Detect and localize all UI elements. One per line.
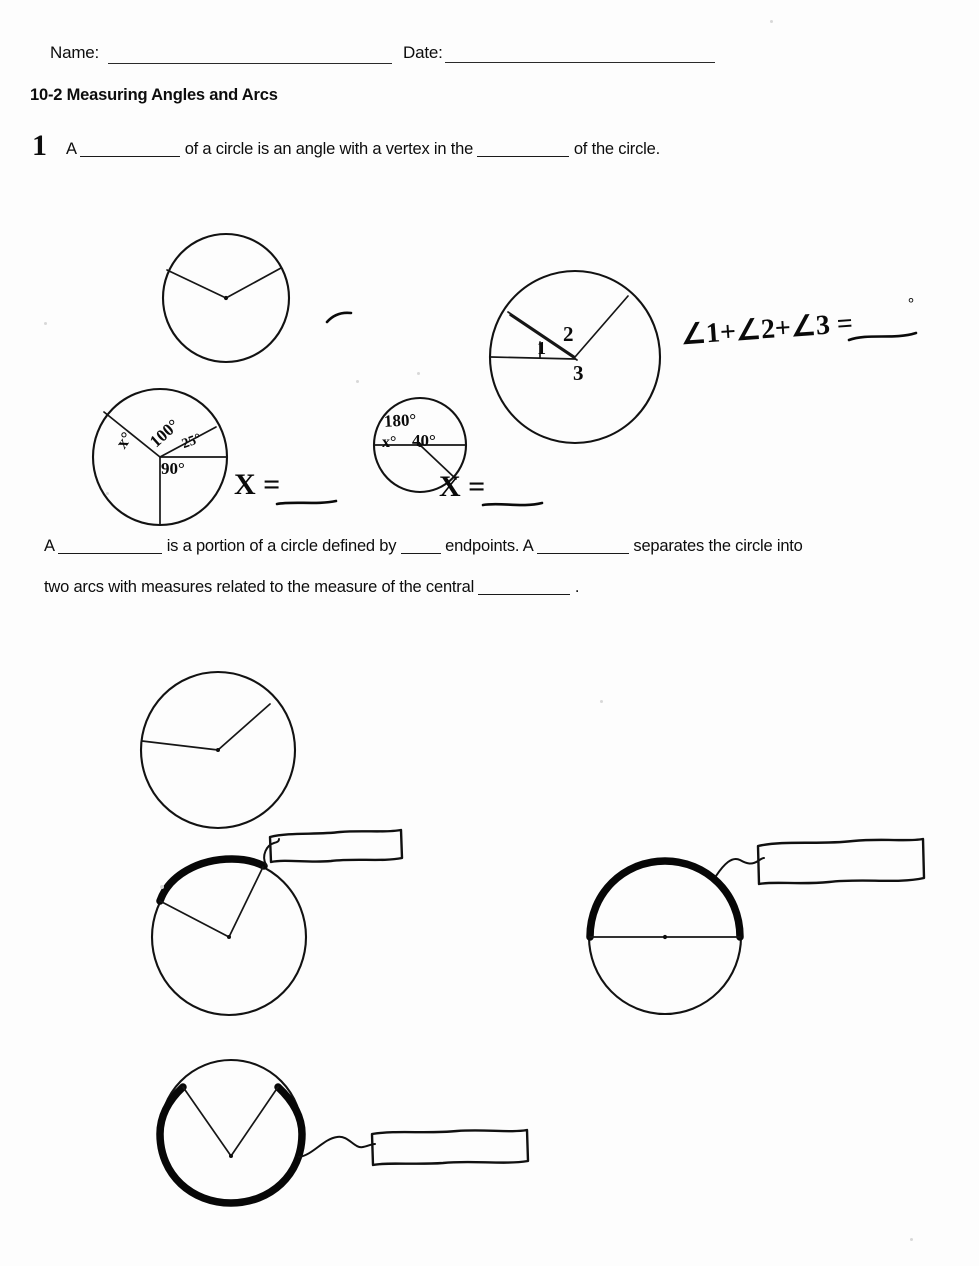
answer-prompt-x-left: X =	[234, 468, 281, 501]
p2-blank-1[interactable]	[58, 538, 162, 555]
circle-semicircle-arc-highlighted	[587, 858, 753, 1022]
question-1-text	[66, 140, 660, 159]
scan-speck	[160, 885, 164, 889]
angle-sum-answer-blank[interactable]	[848, 331, 918, 343]
p2-part-c: endpoints. A	[445, 537, 533, 555]
q1-part-2: of a circle is an angle with a vertex in the	[184, 140, 474, 158]
angle-label-100-deg: 100°	[146, 415, 183, 452]
degree-symbol: °	[908, 296, 914, 312]
circle-angles-1-2-3	[487, 272, 667, 448]
p2-part-d: separates the circle into	[633, 537, 803, 555]
q1-part-1: A	[66, 140, 76, 158]
q1-blank-2[interactable]	[477, 141, 569, 158]
scan-speck	[600, 700, 603, 703]
name-label: Name:	[50, 43, 100, 62]
circle-major-arc-highlighted	[158, 1059, 312, 1209]
angle-label-90-deg: 90°	[161, 459, 185, 478]
angle-label-3: 3	[573, 361, 584, 385]
angle-sum-equation: ∠1+∠2+∠3 =	[679, 308, 854, 351]
scan-speck	[356, 380, 359, 383]
angle-label-40-deg: 40°	[412, 431, 436, 450]
p2-blank-2[interactable]	[401, 538, 441, 555]
q1-part-3: of the circle.	[573, 140, 660, 158]
circle-minor-arc-highlighted	[149, 855, 317, 1021]
circle-two-radii-plain-lower	[139, 670, 307, 834]
angle-label-x-deg-2: x°	[382, 434, 397, 451]
question-number: 1	[32, 129, 47, 162]
p2-part-b: is a portion of a circle defined by	[166, 537, 397, 555]
answer-prompt-x-middle: X =	[439, 470, 486, 503]
scan-speck	[106, 492, 109, 495]
angle-label-180-deg: 180°	[383, 410, 417, 431]
angle-label-1: 1	[537, 338, 546, 358]
scan-speck	[770, 20, 773, 23]
stray-pen-mark	[325, 310, 355, 326]
angle-label-2: 2	[563, 322, 574, 346]
paragraph-2-line-1	[44, 537, 803, 556]
worksheet-title: 10-2 Measuring Angles and Arcs	[30, 86, 278, 104]
scan-speck	[910, 1238, 913, 1241]
p2-part-a: A	[44, 537, 54, 555]
semicircle-callout-box[interactable]	[755, 833, 927, 891]
major-arc-callout-leader	[297, 1125, 377, 1161]
p2-blank-4[interactable]	[478, 579, 570, 596]
p2-part-f: .	[574, 578, 580, 596]
major-arc-callout-box[interactable]	[369, 1124, 535, 1170]
date-label: Date:	[403, 43, 443, 62]
q1-blank-1[interactable]	[80, 141, 180, 158]
p2-blank-3[interactable]	[537, 538, 629, 555]
paragraph-2-line-2	[44, 578, 579, 597]
circle-two-radii-plain	[150, 225, 310, 375]
scan-speck	[44, 322, 47, 325]
p2-part-e: two arcs with measures related to the measure of the central	[44, 578, 475, 596]
angle-label-25-deg: 25°	[180, 431, 204, 453]
answer-blank-x-left[interactable]	[276, 498, 338, 508]
answer-blank-x-middle[interactable]	[482, 500, 544, 510]
name-blank-line[interactable]	[108, 63, 392, 64]
minor-arc-callout-box[interactable]	[268, 824, 408, 866]
date-blank-line[interactable]	[445, 62, 715, 63]
scan-speck	[417, 372, 420, 375]
angle-label-x-deg: x°	[112, 428, 137, 452]
